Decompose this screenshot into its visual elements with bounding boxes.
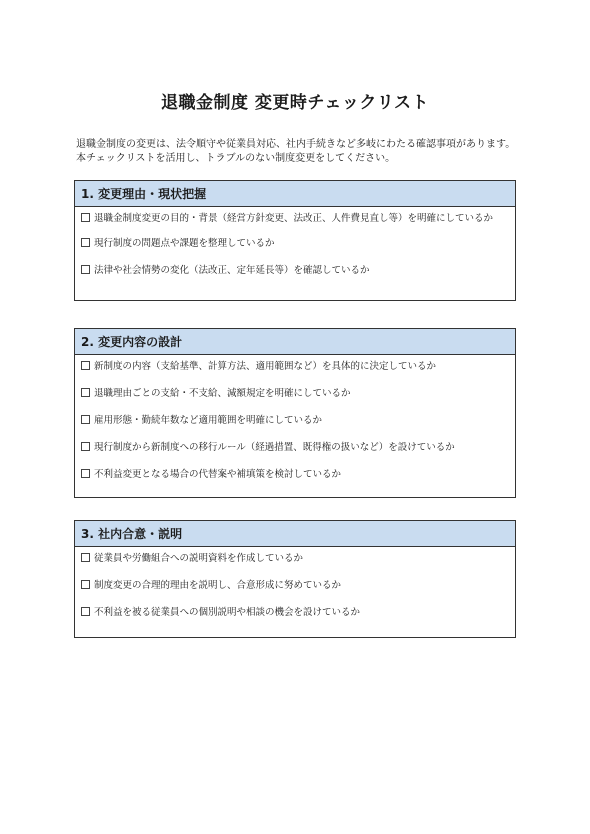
checklist-item-label: 新制度の内容（支給基準、計算方法、適用範囲など）を具体的に決定しているか: [94, 361, 437, 372]
checklist-item[interactable]: [81, 237, 509, 250]
checklist-item-label: 退職金制度変更の目的・背景（経営方針変更、法改正、人件費見直し等）を明確にしているか: [94, 213, 494, 224]
checkbox-icon[interactable]: [81, 580, 90, 589]
checkbox-icon[interactable]: [81, 361, 90, 370]
section-agreement: [74, 520, 516, 638]
section-heading: 2. 変更内容の設計: [75, 329, 515, 355]
checklist-item[interactable]: [81, 360, 509, 373]
checkbox-icon[interactable]: [81, 442, 90, 451]
checkbox-icon[interactable]: [81, 553, 90, 562]
checklist-item[interactable]: [81, 468, 509, 481]
checklist-item-label: 従業員や労働組合への説明資料を作成しているか: [94, 553, 304, 564]
checkbox-icon[interactable]: [81, 469, 90, 478]
checklist: [75, 547, 515, 619]
checklist-item[interactable]: [81, 441, 509, 454]
checklist-item[interactable]: [81, 552, 509, 565]
checklist: [75, 355, 515, 481]
checklist-item[interactable]: [81, 579, 509, 592]
checkbox-icon[interactable]: [81, 388, 90, 397]
checklist-item[interactable]: [81, 606, 509, 619]
section-heading: 3. 社内合意・説明: [75, 521, 515, 547]
page-title: 退職金制度 変更時チェックリスト: [160, 93, 430, 113]
section-design: [74, 328, 516, 498]
checklist-item[interactable]: [81, 387, 509, 400]
checklist-item-label: 不利益を被る従業員への個別説明や相談の機会を設けているか: [94, 607, 361, 618]
checklist-item-label: 現行制度の問題点や課題を整理しているか: [94, 238, 275, 249]
checklist-item-label: 法律や社会情勢の変化（法改正、定年延長等）を確認しているか: [94, 265, 370, 276]
section-change-reason: [74, 180, 516, 301]
checklist-item-label: 退職理由ごとの支給・不支給、減額規定を明確にしているか: [94, 388, 351, 399]
checkbox-icon[interactable]: [81, 213, 90, 222]
checklist-item[interactable]: [81, 264, 509, 277]
section-heading: 1. 変更理由・現状把握: [75, 181, 515, 207]
checkbox-icon[interactable]: [81, 415, 90, 424]
checklist-item-label: 現行制度から新制度への移行ルール（経過措置、既得権の扱いなど）を設けているか: [94, 442, 455, 453]
checkbox-icon[interactable]: [81, 265, 90, 274]
checklist-item-label: 不利益変更となる場合の代替案や補填策を検討しているか: [94, 469, 342, 480]
checklist-item-label: 雇用形態・勤続年数など適用範囲を明確にしているか: [94, 415, 323, 426]
checklist-item[interactable]: [81, 212, 509, 225]
checklist-item-label: 制度変更の合理的理由を説明し、合意形成に努めているか: [94, 580, 342, 591]
checkbox-icon[interactable]: [81, 607, 90, 616]
checklist-item[interactable]: [81, 414, 509, 427]
intro-paragraph: 退職金制度の変更は、法令順守や従業員対応、社内手続きなど多岐にわたる確認事項があります。本チェックリストを活用し、トラブルのない制度変更をしてください。: [76, 139, 516, 164]
checkbox-icon[interactable]: [81, 238, 90, 247]
checklist: [75, 207, 515, 277]
